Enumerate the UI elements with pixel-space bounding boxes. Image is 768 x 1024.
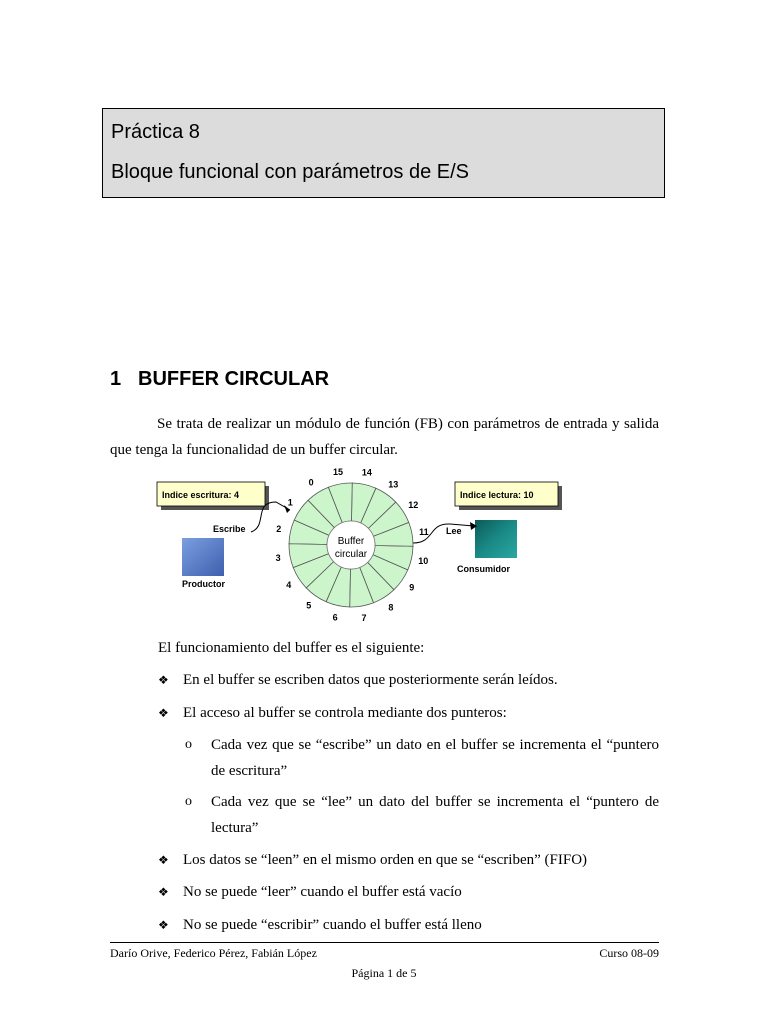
bullet-item: No se puede “leer” cuando el buffer está vacío (183, 884, 462, 900)
write-index-label: Indice escritura: 4 (162, 490, 240, 500)
circular-buffer-diagram (150, 468, 570, 628)
writes-label: Escribe (213, 524, 246, 534)
practice-title: Bloque funcional con parámetros de E/S (111, 161, 469, 183)
title-box (102, 108, 665, 198)
slot-number-label: 0 (308, 477, 314, 488)
practice-number: Práctica 8 (111, 121, 200, 143)
bullet-item: No se puede “escribir” cuando el buffer está lleno (183, 917, 482, 933)
buffer-label-line2: circular (334, 549, 368, 560)
slot-number-label: 11 (419, 527, 429, 537)
subbullet-item: Cada vez que se “escribe” un dato en el buffer se incrementa el “puntero de escritura” (211, 737, 659, 779)
section-heading (110, 368, 329, 391)
bullet-item: En el buffer se escriben datos que posteriormente serán leídos. (183, 672, 558, 688)
slot-number-label: 3 (275, 553, 281, 563)
footer-course: Curso 08-09 (599, 946, 659, 960)
operation-intro: El funcionamiento del buffer es el siguiente: (158, 640, 425, 656)
slot-number-label: 2 (276, 524, 282, 535)
footer-authors: Darío Orive, Federico Pérez, Fabián López (110, 946, 317, 960)
slot-number-label: 4 (286, 579, 292, 590)
consumer-label: Consumidor (457, 564, 510, 574)
diamond-bullet-icon: ❖ (158, 706, 169, 720)
reads-label: Lee (446, 526, 462, 536)
slot-number-label: 15 (332, 468, 344, 478)
slot-number-label: 9 (409, 582, 415, 593)
intro-paragraph (110, 411, 659, 463)
bullet-item: El acceso al buffer se controla mediante dos punteros: (183, 705, 507, 721)
section-number: 1 (110, 368, 122, 390)
intro-text: Se trata de realizar un módulo de función (FB) con parámetros de entrada y salida que tenga la funcionalidad de un buffer circular. (110, 416, 659, 458)
slot-number-label: 13 (388, 479, 399, 490)
consumer-block (475, 520, 517, 558)
slot-number-label: 6 (332, 612, 338, 623)
diamond-bullet-icon: ❖ (158, 673, 169, 687)
section-title: BUFFER CIRCULAR (138, 368, 330, 390)
producer-block (182, 538, 224, 576)
producer-label: Productor (182, 579, 226, 589)
slot-number-label: 12 (408, 500, 419, 511)
read-index-label: Indice lectura: 10 (460, 490, 534, 500)
bullet-item: Los datos se “leen” en el mismo orden en que se “escriben” (FIFO) (183, 852, 588, 868)
footer-page: Página 1 de 5 (351, 966, 417, 980)
slot-number-label: 7 (361, 612, 367, 623)
slot-number-label: 8 (388, 602, 394, 613)
subbullet-item: Cada vez que se “lee” un dato del buffer se incrementa el “puntero de lectura” (211, 794, 659, 836)
slot-number-label: 10 (418, 555, 429, 566)
circle-bullet-icon: o (185, 794, 192, 809)
slot-number-label: 1 (287, 497, 293, 508)
slot-number-label: 14 (361, 468, 372, 478)
footer-divider (110, 942, 659, 943)
diamond-bullet-icon: ❖ (158, 853, 169, 867)
diamond-bullet-icon: ❖ (158, 918, 169, 932)
slot-number-label: 5 (306, 600, 312, 611)
diamond-bullet-icon: ❖ (158, 885, 169, 899)
circle-bullet-icon: o (185, 737, 192, 752)
buffer-label-line1: Buffer (337, 536, 365, 547)
